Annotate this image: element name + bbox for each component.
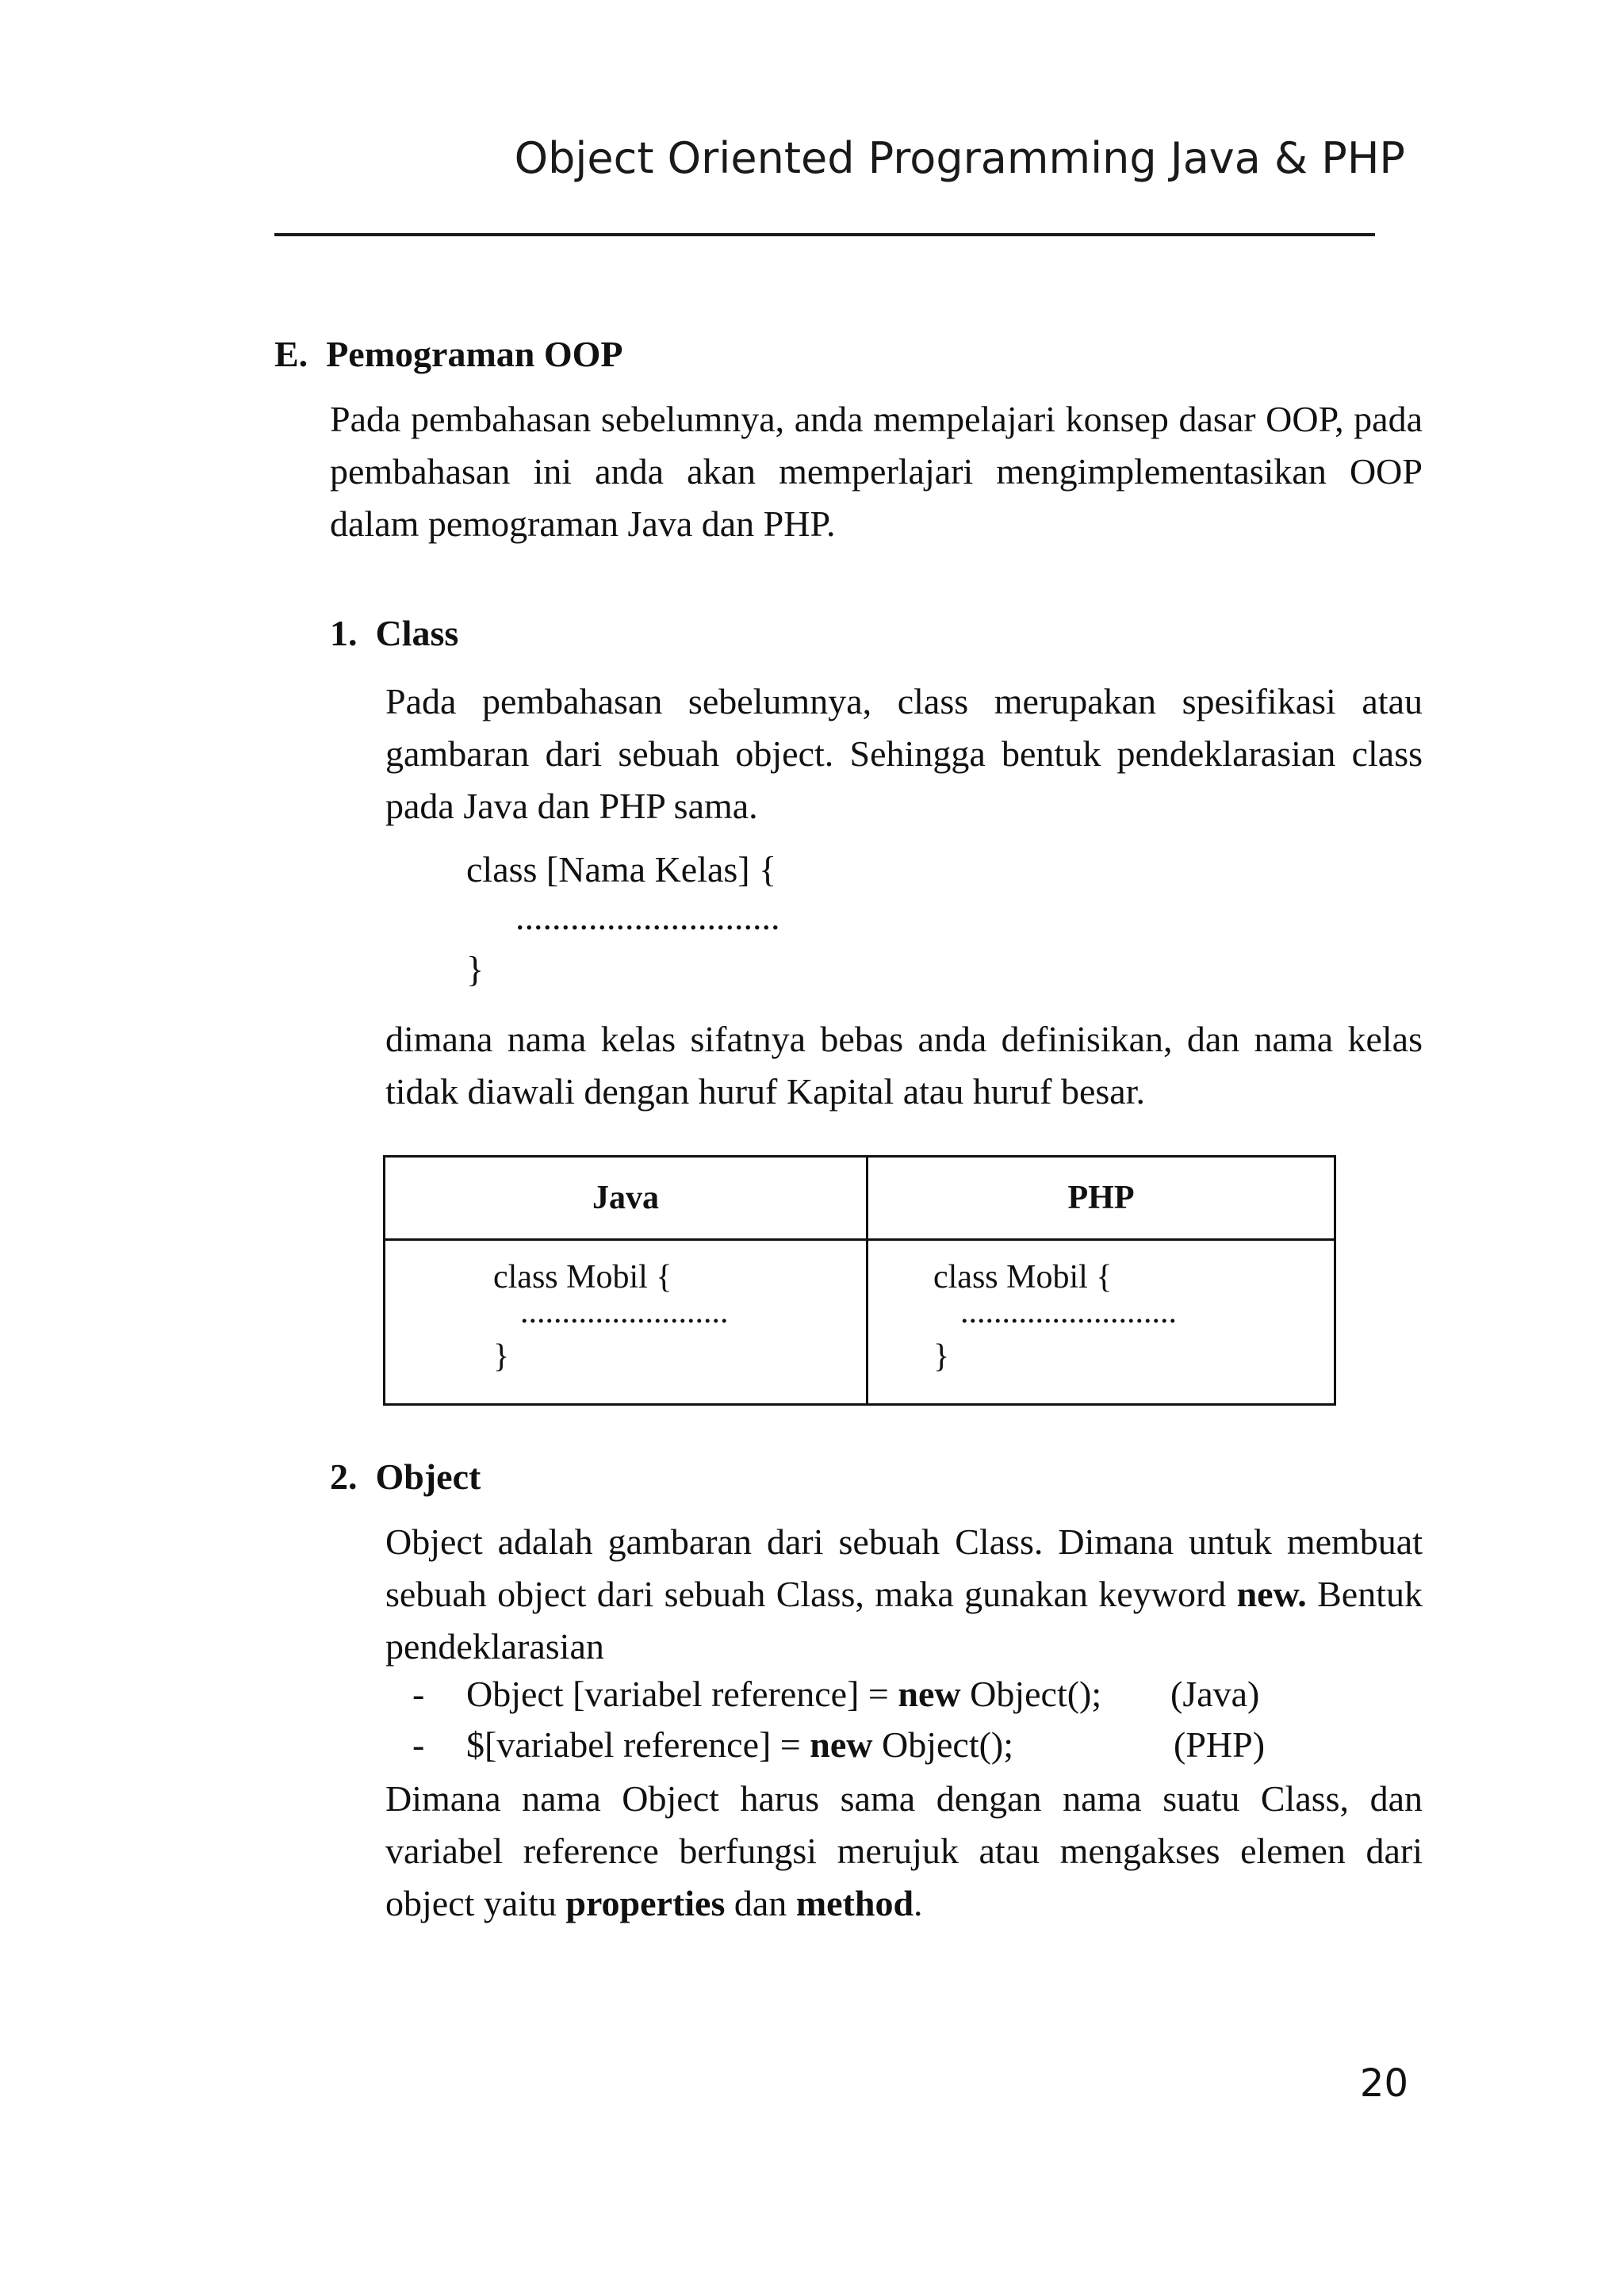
object-title: Object — [375, 1456, 481, 1497]
closing-text: Dimana nama Object harus sama dengan nama suatu Class, dan variabel reference berfungsi merujuk atau mengakses elemen dari object yaitu — [385, 1778, 1423, 1923]
php-code-line-3: } — [933, 1338, 950, 1375]
bullet-code-before: Object [variabel reference] = — [466, 1674, 898, 1714]
object-number: 2. — [330, 1456, 358, 1497]
class-code-line-1: class [Nama Kelas] { — [466, 849, 777, 890]
class-code-line-2: ............................. — [515, 897, 780, 937]
class-heading — [330, 612, 458, 654]
object-paragraph-text: Object adalah gambaran dari sebuah Class. Dimana untuk membuat sebuah object dari sebuah Class, maka gunakan keyword — [385, 1521, 1423, 1614]
bullet-keyword: new — [810, 1724, 873, 1765]
new-keyword: new. — [1236, 1574, 1307, 1614]
properties-keyword: properties — [565, 1883, 726, 1923]
method-keyword: method — [795, 1883, 914, 1923]
java-code-line-1: class Mobil { — [493, 1259, 672, 1295]
bullet-code-after: Object(); — [872, 1724, 1014, 1765]
bullet-code — [466, 1673, 1101, 1715]
object-heading — [330, 1456, 481, 1498]
class-comparison-table — [383, 1155, 1336, 1406]
class-number: 1. — [330, 613, 358, 653]
table-header-row — [385, 1157, 1335, 1240]
php-code-line-1: class Mobil { — [933, 1259, 1113, 1295]
class-after-paragraph: dimana nama kelas sifatnya bebas anda definisikan, dan nama kelas tidak diawali dengan huruf Kapital atau huruf besar. — [385, 1019, 1423, 1112]
object-paragraph-end: Bentuk pendeklarasian — [385, 1574, 1423, 1667]
object-closing-paragraph — [385, 1773, 1423, 1930]
closing-end: . — [914, 1883, 923, 1923]
bullet-keyword: new — [898, 1674, 961, 1714]
section-e-marker: E. — [274, 334, 308, 374]
bullet-language: (Java) — [1170, 1674, 1260, 1714]
java-code-cell — [385, 1240, 868, 1405]
class-title: Class — [375, 613, 459, 653]
section-e-title: Pemograman OOP — [326, 334, 623, 374]
php-code-line-2: .......................... — [960, 1294, 1177, 1330]
java-code-line-3: } — [493, 1338, 510, 1375]
bullet-dash: - — [412, 1724, 425, 1765]
section-e-heading — [274, 333, 623, 375]
section-e-paragraph: Pada pembahasan sebelumnya, anda mempelajari konsep dasar OOP, pada pembahasan ini anda akan memperlajari mengimplementasikan OOP dalam pemograman Java dan PHP. — [330, 399, 1423, 544]
header-rule — [274, 233, 1375, 236]
class-code-line-3: } — [466, 949, 485, 989]
table-header-java: Java — [385, 1157, 868, 1240]
page-number: 20 — [1359, 2061, 1408, 2106]
list-item — [412, 1673, 1260, 1715]
class-paragraph: Pada pembahasan sebelumnya, class merupakan spesifikasi atau gambaran dari sebuah object. Sehingga bentuk pendeklarasian class pada Java dan PHP sama. — [385, 681, 1423, 826]
bullet-dash: - — [412, 1674, 425, 1714]
closing-mid: dan — [725, 1883, 796, 1923]
table-header-php: PHP — [868, 1157, 1335, 1240]
object-paragraph — [385, 1516, 1423, 1673]
java-code-line-2: ......................... — [520, 1294, 729, 1330]
bullet-code-before: $[variabel reference] = — [466, 1724, 810, 1765]
running-header: Object Oriented Programming Java & PHP — [514, 133, 1405, 183]
php-code-cell — [868, 1240, 1335, 1405]
bullet-language: (PHP) — [1174, 1724, 1266, 1765]
bullet-code — [466, 1724, 1013, 1766]
list-item — [412, 1724, 1266, 1766]
table-row — [385, 1240, 1335, 1405]
bullet-code-after: Object(); — [960, 1674, 1102, 1714]
